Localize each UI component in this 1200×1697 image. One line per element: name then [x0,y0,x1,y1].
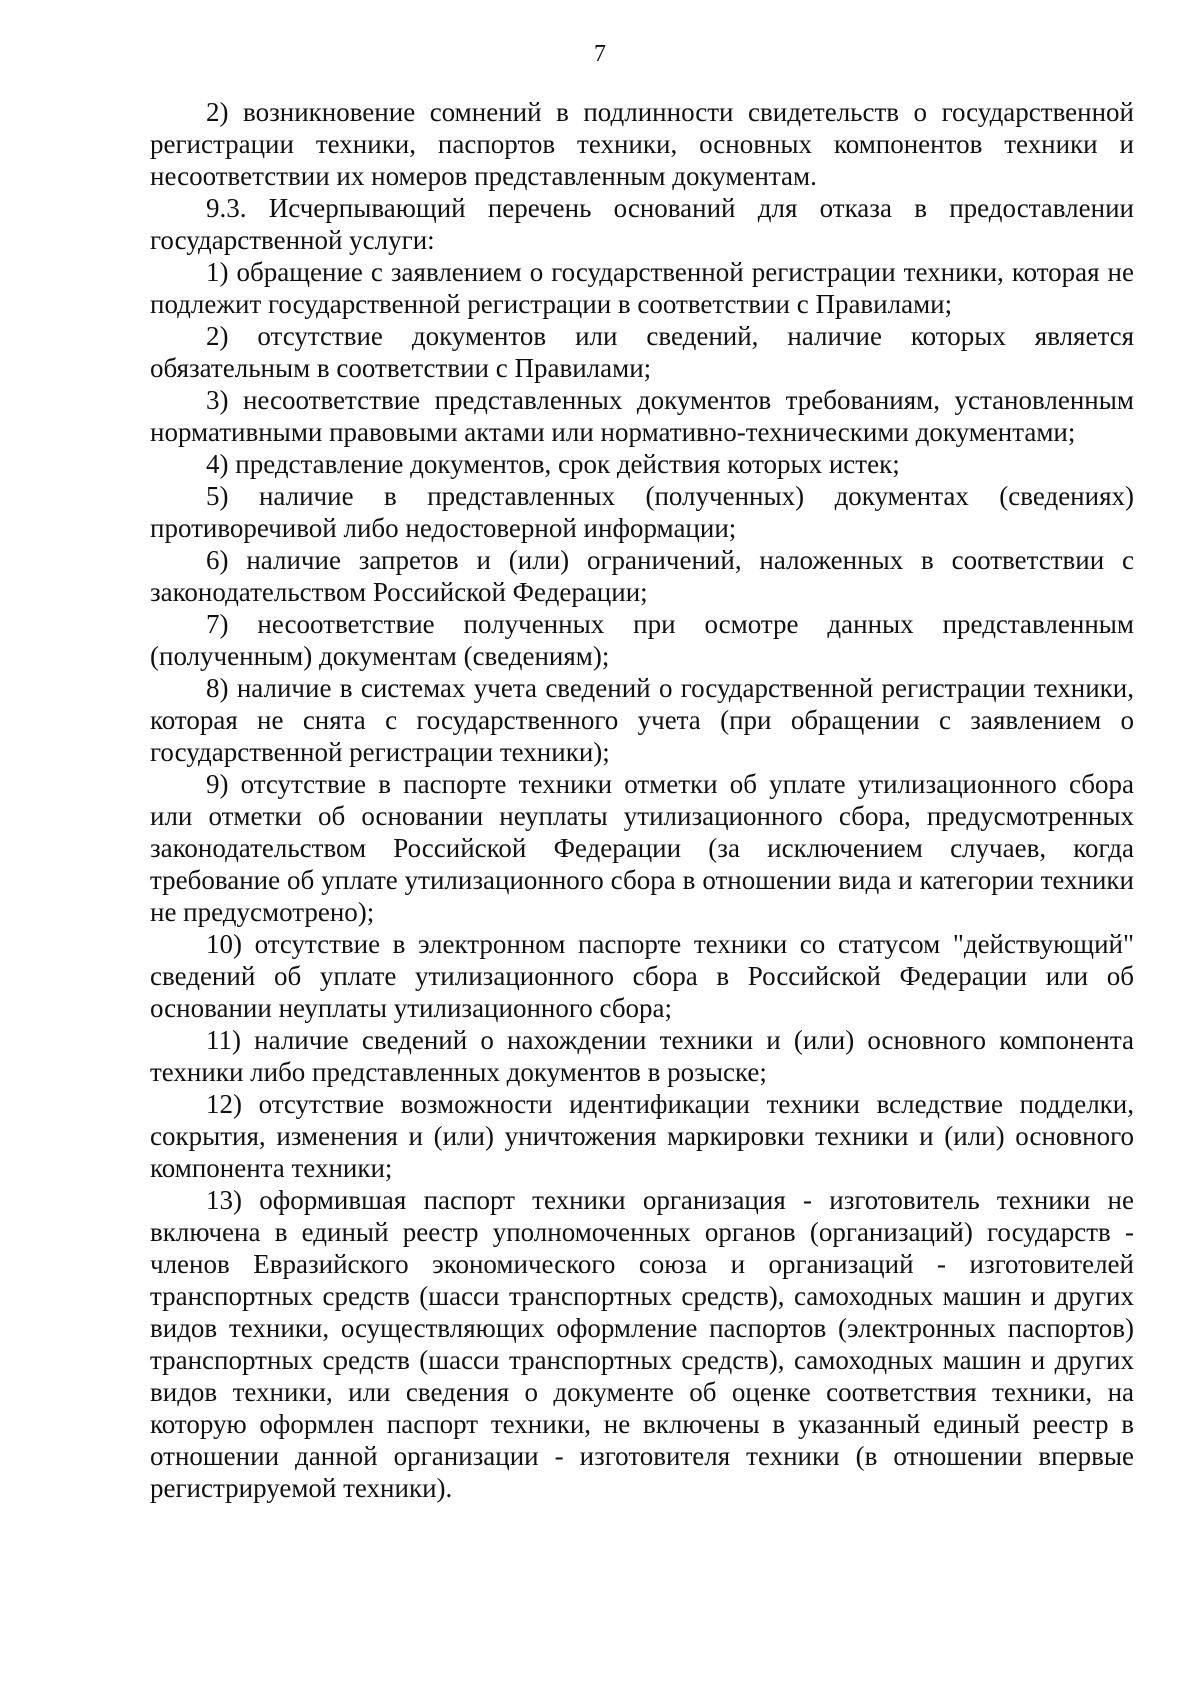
paragraph-item-6: 6) наличие запретов и (или) ограничений, наложенных в соответствии с законодательством Российской Федерации; [150,545,1134,607]
page-number: 7 [594,41,606,67]
document-body [150,96,1134,1504]
paragraph-item-8: 8) наличие в системах учета сведений о государственной регистрации техники, которая не снята с государственного учета (при обращении с заявлением о государственной регистрации техники); [150,673,1134,767]
paragraph-item-11: 11) наличие сведений о нахождении техники и (или) основного компонента техники либо представленных документов в розыске; [150,1025,1134,1087]
paragraph-item-3: 3) несоответствие представленных документов требованиям, установленным нормативными правовыми актами или нормативно-техническими документами; [150,385,1134,447]
paragraph-item-5: 5) наличие в представленных (полученных) документах (сведениях) противоречивой либо недостоверной информации; [150,481,1134,543]
paragraph-item-1: 1) обращение с заявлением о государственной регистрации техники, которая не подлежит государственной регистрации в соответствии с Правилами; [150,257,1134,319]
paragraph-item-10: 10) отсутствие в электронном паспорте техники со статусом "действующий" сведений об уплате утилизационного сбора в Российской Федерации или об основании неуплаты утилизационного сбора; [150,929,1134,1023]
paragraph-item-12: 12) отсутствие возможности идентификации техники вследствие подделки, сокрытия, изменения и (или) уничтожения маркировки техники и (или) основного компонента техники; [150,1089,1134,1183]
paragraph-item-4: 4) представление документов, срок действия которых истек; [206,449,900,479]
paragraph-item-7: 7) несоответствие полученных при осмотре данных представленным (полученным) документам (сведениям); [150,609,1134,671]
paragraph-item-2-doubts: 2) возникновение сомнений в подлинности свидетельств о государственной регистрации техники, паспортов техники, основных компонентов техники и несоответствии их номеров представленным документам. [150,97,1134,191]
paragraph-section-9-3: 9.3. Исчерпывающий перечень оснований для отказа в предоставлении государственной услуги: [150,193,1134,255]
paragraph-item-2: 2) отсутствие документов или сведений, наличие которых является обязательным в соответствии с Правилами; [150,321,1134,383]
paragraph-item-13: 13) оформившая паспорт техники организация - изготовитель техники не включена в единый реестр уполномоченных органов (организаций) государств - членов Евразийского экономического союза и организаций - изготовителей транспортных средств (шасси транспортных средств), самоходных машин и других видов техники, осуществляющих оформление паспортов (электронных паспортов) транспортных средств (шасси транспортных средств), самоходных машин и других видов техники, или сведения о документе об оценке соответствия техники, на которую оформлен паспорт техники, не включены в указанный единый реестр в отношении данной организации - изготовителя техники (в отношении впервые регистрируемой техники). [150,1185,1134,1503]
paragraph-item-9: 9) отсутствие в паспорте техники отметки об уплате утилизационного сбора или отметки об основании неуплаты утилизационного сбора, предусмотренных законодательством Российской Федерации (за исключением случаев, когда требование об уплате утилизационного сбора в отношении вида и категории техники не предусмотрено); [150,769,1134,927]
